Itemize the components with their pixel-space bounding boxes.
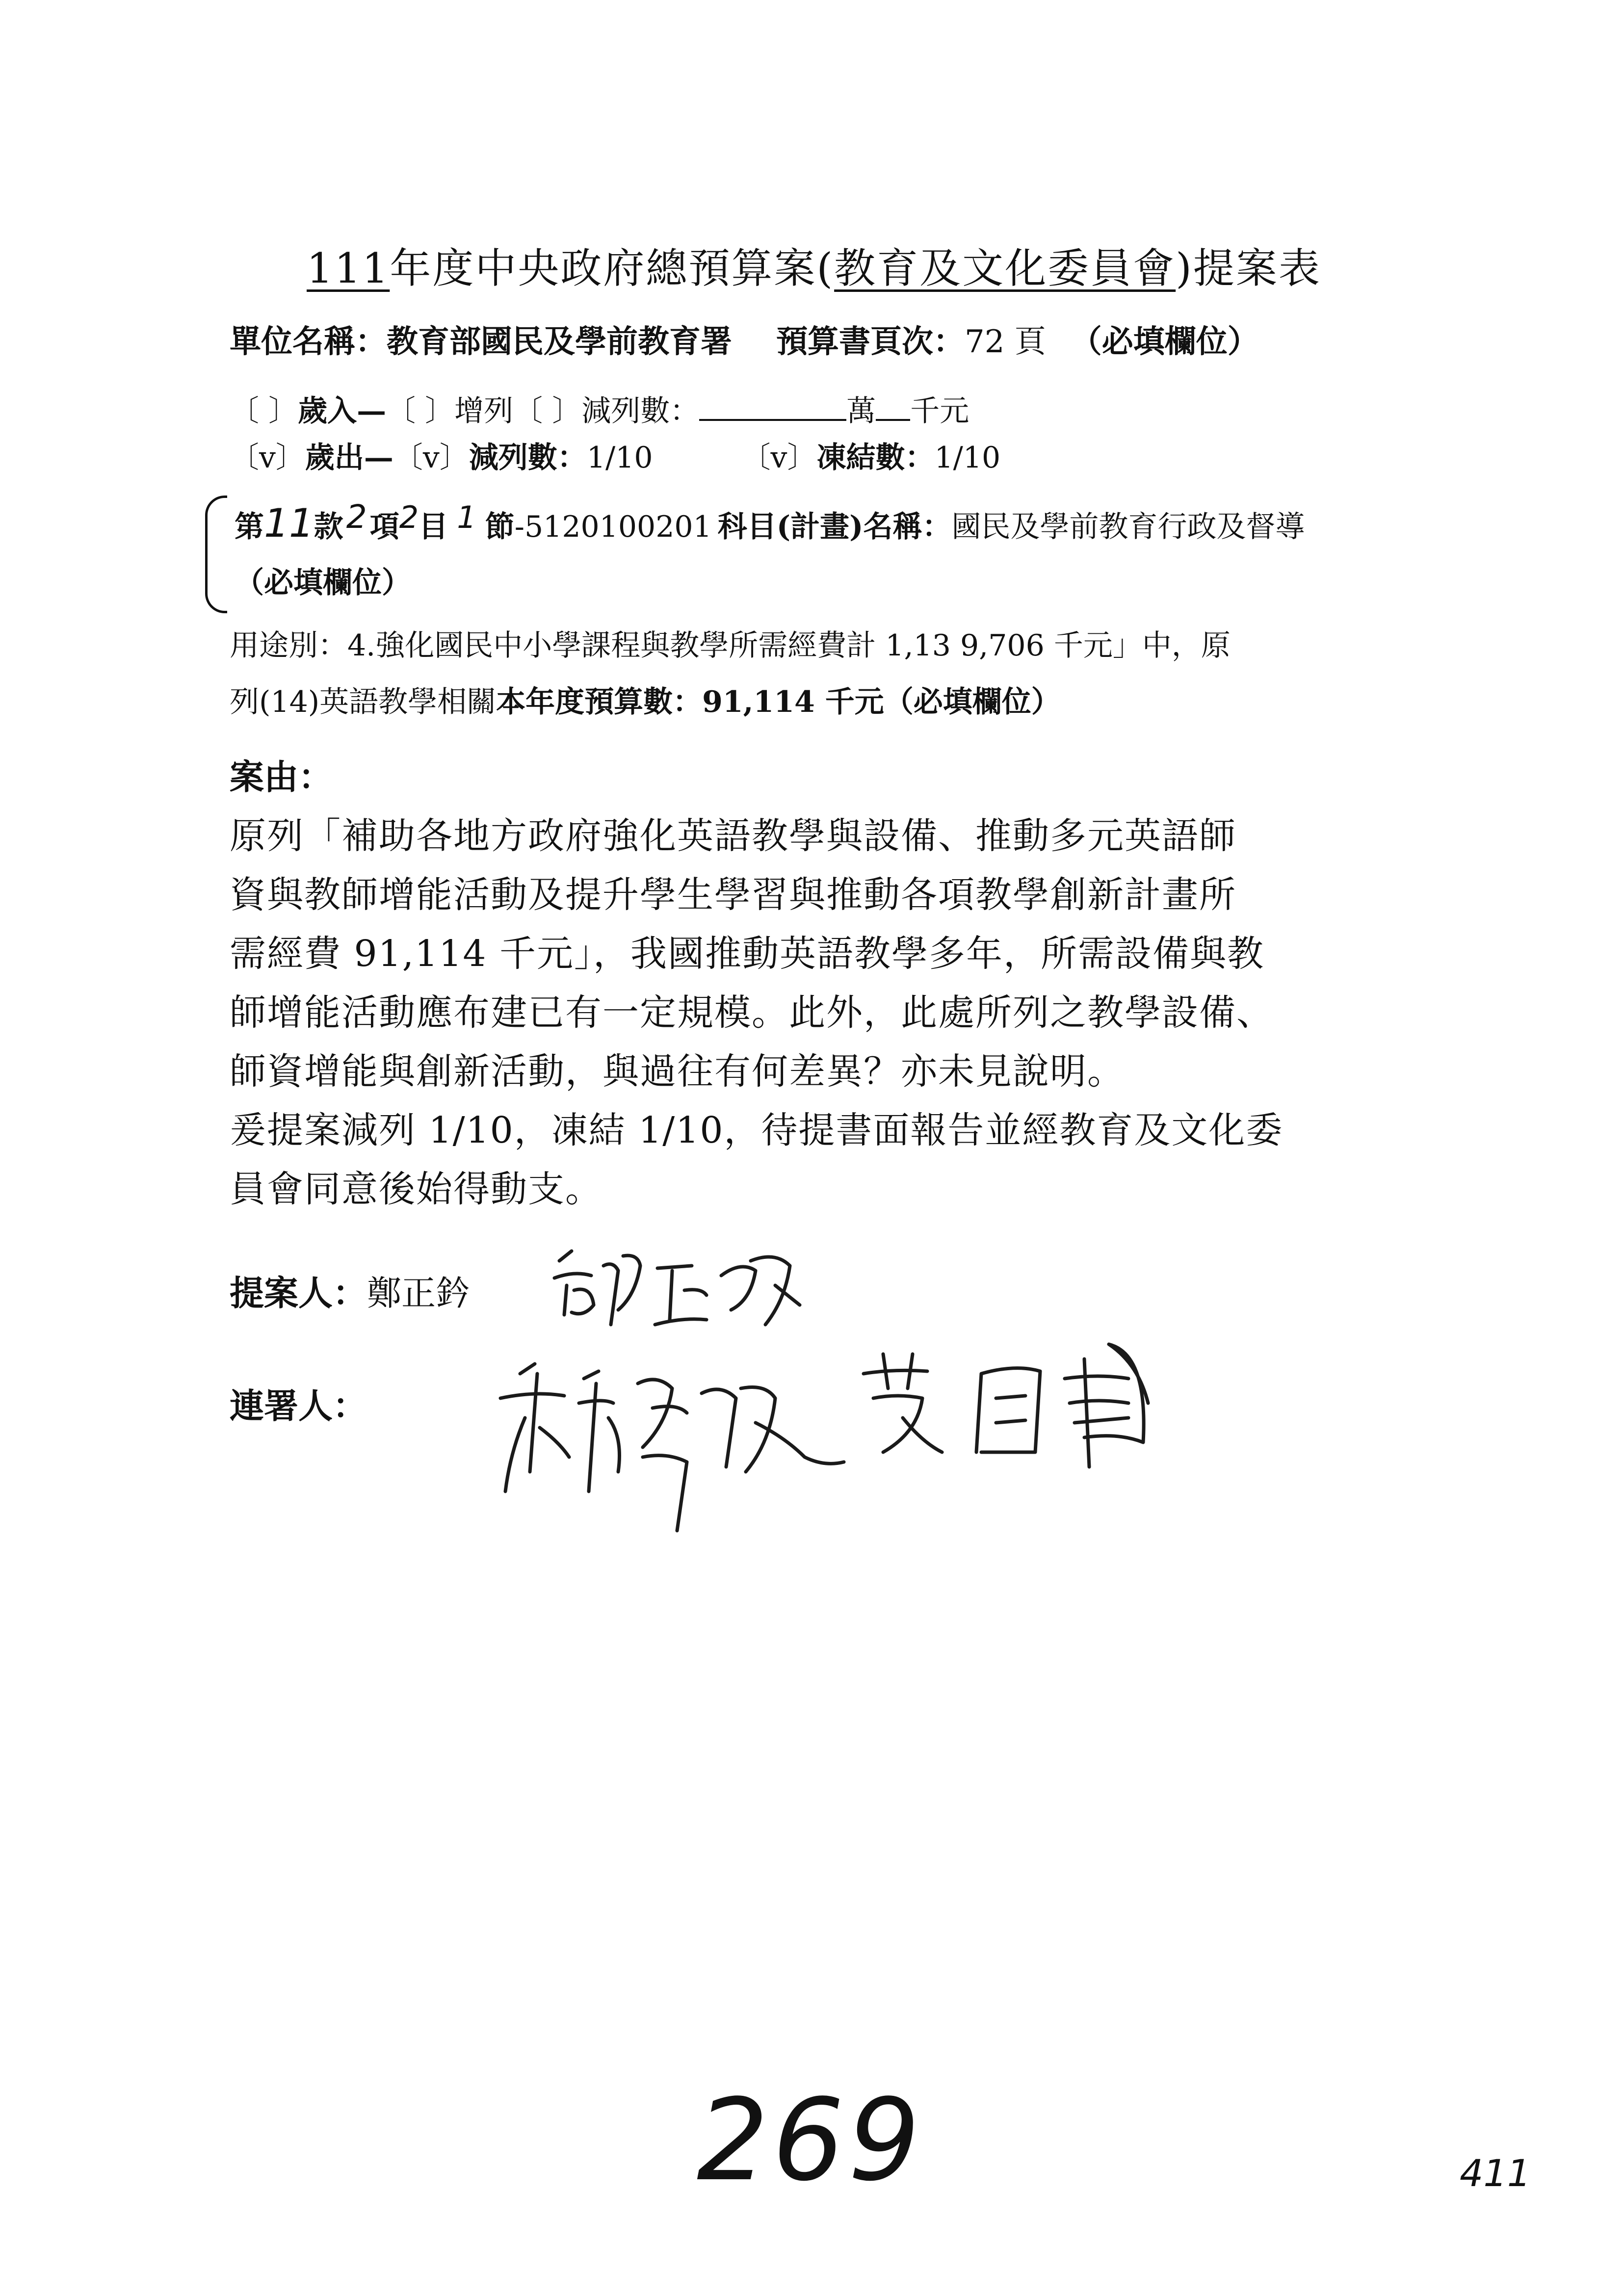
title-year: 111: [307, 244, 390, 292]
item-xiang: 項: [369, 510, 399, 544]
proposer-name: 鄭正鈐: [367, 1273, 470, 1313]
revenue-thousand: 千元: [910, 394, 969, 428]
reason-line: 爰提案減列 1/10，凍結 1/10，待提書面報告並經教育及文化委: [230, 1109, 1283, 1151]
cosigner-signature-1: [491, 1344, 873, 1550]
revenue-blank: [699, 391, 846, 421]
item-jie: 節: [485, 510, 515, 544]
purpose-required: （必填欄位）: [884, 685, 1061, 719]
item-mu: 目: [419, 510, 448, 544]
item-subject-value: 國民及學前教育行政及督導: [951, 510, 1305, 544]
title-prefix: 年度中央政府總預算案(: [390, 244, 835, 292]
revenue-increase: 增列: [454, 394, 514, 428]
item-kuan-number: 11: [264, 500, 314, 546]
proposer-label: 提案人：: [230, 1273, 367, 1313]
item-bracket: [205, 496, 227, 613]
reason-heading: 案由：: [230, 757, 333, 797]
item-code: -5120100201: [514, 510, 712, 544]
cosigner-signature-2: [854, 1334, 1207, 1482]
purpose-line-1: 用途別：4.強化國民中小學課程與教學所需經費計 1,13 9,706 千元」中，原: [230, 628, 1231, 663]
unit-value: 教育部國民及學前教育署: [387, 323, 732, 360]
expense-decrease-value: 1/10: [586, 441, 653, 475]
reason-line: 資與教師增能活動及提升學生學習與推動各項教學創新計畫所: [230, 874, 1236, 916]
revenue-bracket-1: 〔 〕: [230, 394, 298, 428]
page-number: 269: [697, 2075, 924, 2206]
reason-line: 員會同意後始得動支。: [230, 1168, 602, 1210]
proposer-signature: [545, 1231, 859, 1349]
purpose-prefix: 列(14)英語教學相關: [230, 685, 497, 719]
purpose-budget: 本年度預算數：91,114 千元: [496, 685, 884, 719]
item-xiang-number: 2: [346, 498, 367, 536]
revenue-line: [230, 388, 969, 430]
item-subject-label: 科目(計畫)名稱：: [717, 510, 952, 544]
cosigner-label: 連署人：: [230, 1385, 367, 1426]
page-title: [307, 235, 1321, 295]
revenue-decrease: 減列數：: [581, 394, 700, 428]
revenue-bracket-2: 〔 〕: [386, 394, 455, 428]
revenue-blank-2: [876, 391, 910, 421]
purpose-line-2: [230, 678, 1061, 721]
unit-label: 單位名稱：: [230, 323, 387, 360]
page-value: 72 頁: [965, 324, 1046, 360]
expense-freeze-value: 1/10: [934, 441, 1001, 475]
unit-required: （必填欄位）: [1070, 323, 1259, 360]
reason-line: 原列「補助各地方政府強化英語教學與設備、推動多元英語師: [230, 815, 1236, 857]
proposer-line: [230, 1266, 470, 1315]
item-di: 第: [235, 510, 264, 544]
reason-line: 師增能活動應布建已有一定規模。此外，此處所列之教學設備、: [230, 991, 1274, 1034]
title-suffix: )提案表: [1176, 244, 1321, 292]
item-required: （必填欄位）: [235, 566, 411, 600]
title-committee: 教育及文化委員會: [834, 244, 1176, 292]
expense-freeze-label: 凍結數：: [816, 441, 935, 475]
expense-line: [230, 434, 1000, 476]
item-line: [235, 500, 1305, 546]
item-kuan: 款: [314, 510, 343, 544]
page-label: 預算書頁次：: [776, 323, 965, 360]
reason-line: 需經費 91,114 千元」，我國推動英語教學多年，所需設備與教: [230, 933, 1264, 975]
expense-label: 歲出—: [305, 441, 393, 475]
expense-decrease-label: 減列數：: [469, 441, 587, 475]
expense-mark-2: 〔v〕: [393, 441, 469, 475]
revenue-wan: 萬: [846, 394, 876, 428]
revenue-bracket-3: 〔 〕: [513, 394, 582, 428]
corner-number: 411: [1460, 2151, 1531, 2195]
expense-mark-1: 〔v〕: [230, 441, 305, 475]
revenue-label: 歲入—: [298, 394, 387, 428]
reason-line: 師資增能與創新活動，與過往有何差異？亦未見說明。: [230, 1050, 1125, 1093]
item-mu-number: 2: [399, 499, 419, 535]
unit-line: [230, 316, 1259, 362]
item-jie-number: 1: [457, 499, 476, 535]
expense-mark-3: 〔v〕: [741, 441, 817, 475]
